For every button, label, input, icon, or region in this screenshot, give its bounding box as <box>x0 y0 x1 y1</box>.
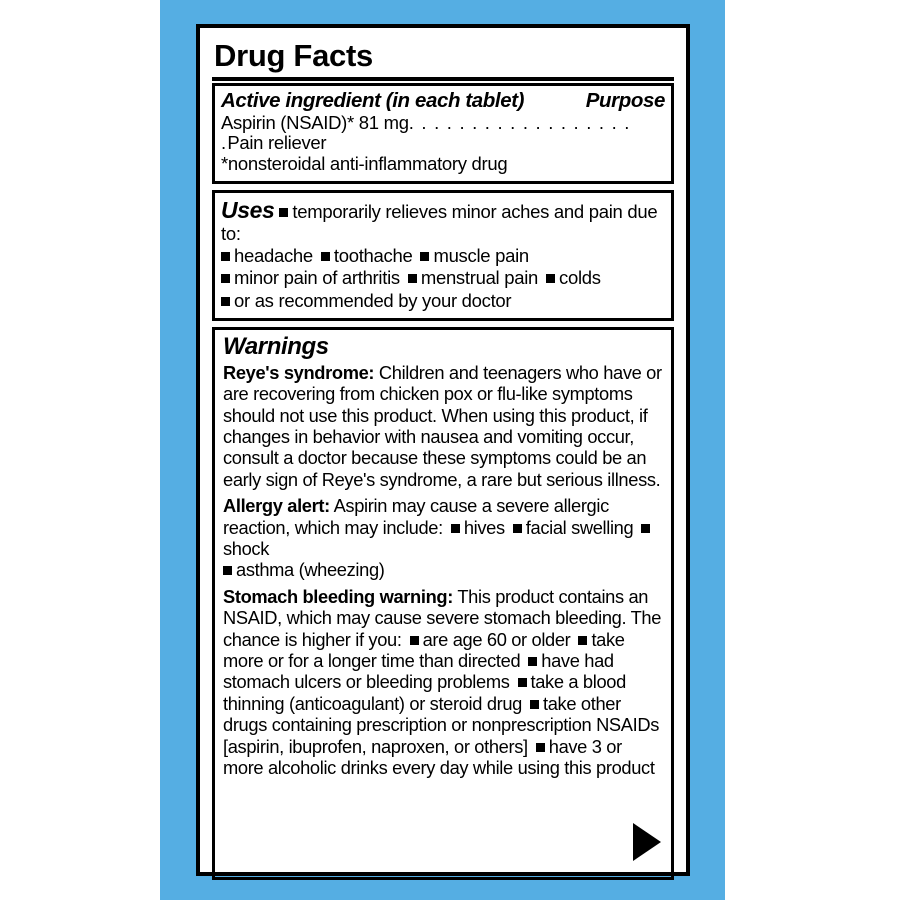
stomach-label: Stomach bleeding warning: <box>223 585 453 607</box>
active-ingredient-row <box>221 113 665 154</box>
uses-item: headache <box>234 244 313 266</box>
bullet-square-icon <box>528 657 537 666</box>
reyes-label: Reye's syndrome: <box>223 361 375 383</box>
bullet-square-icon <box>578 636 587 645</box>
bullet-square-icon <box>420 252 429 261</box>
allergy-item: shock <box>223 538 270 559</box>
stomach-bleeding-warning <box>223 586 663 779</box>
active-ingredient-section <box>212 83 674 184</box>
uses-intro-row <box>221 197 665 245</box>
leader-dots: . . . . . . . . . . . . . . . . . . . <box>221 111 631 154</box>
bullet-square-icon <box>408 274 417 283</box>
bullet-square-icon <box>530 700 539 709</box>
bullet-square-icon <box>221 297 230 306</box>
stomach-item: are age 60 or older <box>422 628 571 650</box>
uses-item: colds <box>559 267 601 289</box>
bullet-square-icon <box>223 566 232 575</box>
bullet-square-icon <box>279 208 288 217</box>
allergy-label: Allergy alert: <box>223 495 330 517</box>
uses-section <box>212 190 674 322</box>
purpose-heading: Purpose <box>585 89 665 112</box>
uses-item: or as recommended by your doctor <box>234 289 512 311</box>
allergy-alert-warning <box>223 495 663 581</box>
allergy-text: Aspirin may cause a severe allergic reaction, which may include: <box>223 495 609 538</box>
uses-line-2 <box>221 267 665 290</box>
uses-item: menstrual pain <box>420 267 538 289</box>
bullet-square-icon <box>513 524 522 533</box>
reyes-syndrome-warning <box>223 362 663 490</box>
allergy-item: hives <box>463 516 505 538</box>
stomach-text: This product contains an NSAID, which may cause severe stomach bleeding. The chance is higher if you: <box>223 585 662 650</box>
title-divider <box>212 77 674 81</box>
stomach-item: have had stomach ulcers or bleeding problems <box>223 650 614 693</box>
reyes-text: Children and teenagers who have or are recovering from chicken pox or flu-like symptoms should not use this product. When using this product, if changes in behavior with nausea and vomiting occur, consult a doctor because these symptoms could be an early sign of Reye's syndrome, a rare but serious illness. <box>223 361 662 490</box>
stomach-item: take more or for a longer time than directed <box>223 628 625 672</box>
allergy-item: asthma (wheezing) <box>236 559 385 581</box>
warnings-heading: Warnings <box>223 333 329 361</box>
uses-intro: temporarily relieves minor aches and pain due to: <box>221 200 658 244</box>
bullet-square-icon <box>641 524 650 533</box>
uses-item: minor pain of arthritis <box>234 267 400 289</box>
uses-line-3 <box>221 290 665 313</box>
ingredient-name: Aspirin (NSAID)* 81 mg <box>221 111 409 133</box>
allergy-item: facial swelling <box>525 516 634 538</box>
bullet-square-icon <box>410 636 419 645</box>
stomach-item: take a blood thinning (anticoagulant) or steroid drug <box>223 671 626 714</box>
bullet-square-icon <box>221 252 230 261</box>
bullet-square-icon <box>221 274 230 283</box>
stomach-item: have 3 or more alcoholic drinks every day while using this product <box>223 735 655 779</box>
uses-item: toothache <box>333 244 413 266</box>
ingredient-purpose: Pain reliever <box>227 132 327 154</box>
active-ingredient-header <box>221 90 665 112</box>
uses-line-1 <box>221 245 665 268</box>
uses-item: muscle pain <box>433 244 529 266</box>
bullet-square-icon <box>546 274 555 283</box>
bullet-square-icon <box>451 524 460 533</box>
ingredient-footnote: *nonsteroidal anti-inflammatory drug <box>221 152 508 174</box>
stomach-item: take other drugs containing prescription or nonprescription NSAIDs [aspirin, ibuprofen, naproxen, or others] <box>223 692 659 757</box>
active-ingredient-heading: Active ingredient (in each tablet) <box>221 89 525 112</box>
warnings-section <box>212 327 674 880</box>
drug-facts-label <box>196 24 690 876</box>
continues-arrow-icon <box>633 823 661 861</box>
bullet-square-icon <box>321 252 330 261</box>
bullet-square-icon <box>536 743 545 752</box>
bullet-square-icon <box>518 678 527 687</box>
page-title: Drug Facts <box>214 38 373 73</box>
uses-heading: Uses <box>221 196 275 223</box>
